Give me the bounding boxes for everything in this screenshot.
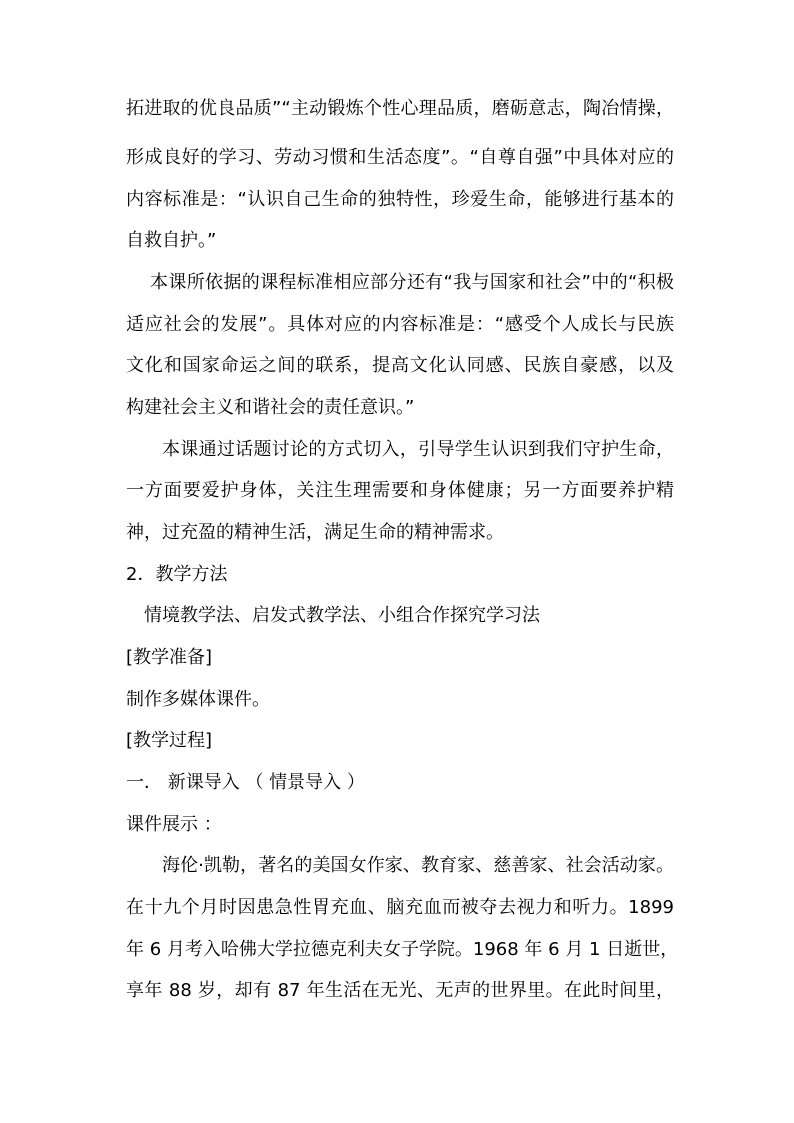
text-line-3: 内容标准是：“认识自己生命的独特性，珍爱生命，能够进行基本的: [126, 189, 674, 210]
text-line-5: 本课所依据的课程标准相应部分还有“我与国家和社会”中的“积极: [150, 272, 674, 293]
section-heading-process: [教学过程]: [126, 730, 213, 751]
section-heading-teaching-method: 2．教学方法: [126, 564, 228, 585]
text-line-6: 适应社会的发展”。具体对应的内容标准是：“感受个人成长与民族: [126, 314, 674, 335]
text-line-19: 海伦·凯勒，著名的美国女作家、教育家、慈善家、社会活动家。: [162, 855, 674, 876]
teaching-method-list: 情境教学法、启发式教学法、小组合作探究学习法: [144, 605, 540, 626]
preparation-text: 制作多媒体课件。: [126, 689, 270, 710]
text-line-2: 形成良好的学习、劳动习惯和生活态度”。“自尊自强”中具体对应的: [126, 147, 674, 168]
text-line-11: 神，过充盈的精神生活，满足生命的精神需求。: [126, 522, 504, 543]
text-line-8: 构建社会主义和谐社会的责任意识。”: [126, 397, 415, 418]
section-heading-preparation: [教学准备]: [126, 647, 213, 668]
text-line-22: 享年 88 岁，却有 87 年生活在无光、无声的世界里。在此时间里，: [126, 980, 674, 1001]
text-line-4: 自救自护。”: [126, 230, 217, 251]
text-line-20: 在十九个月时因患急性胃充血、脑充血而被夺去视力和听力。1899: [126, 897, 674, 918]
text-line-21: 年 6 月考入哈佛大学拉德克利夫女子学院。1968 年 6 月 1 日逝世，: [126, 939, 679, 960]
text-line-9: 本课通过话题讨论的方式切入，引导学生认识到我们守护生命，: [162, 439, 674, 460]
courseware-display-label: 课件展示 ：: [126, 814, 222, 835]
text-line-1: 拓进取的优良品质”“主动锻炼个性心理品质，磨砺意志，陶冶情操，: [126, 98, 674, 119]
text-line-10: 一方面要爱护身体，关注生理需要和身体健康；另一方面要养护精: [126, 480, 674, 501]
subsection-new-lesson-intro: 一． 新课导入 （ 情景导入 ）: [126, 772, 365, 793]
text-line-7: 文化和国家命运之间的联系，提高文化认同感、民族自豪感，以及: [126, 355, 674, 376]
